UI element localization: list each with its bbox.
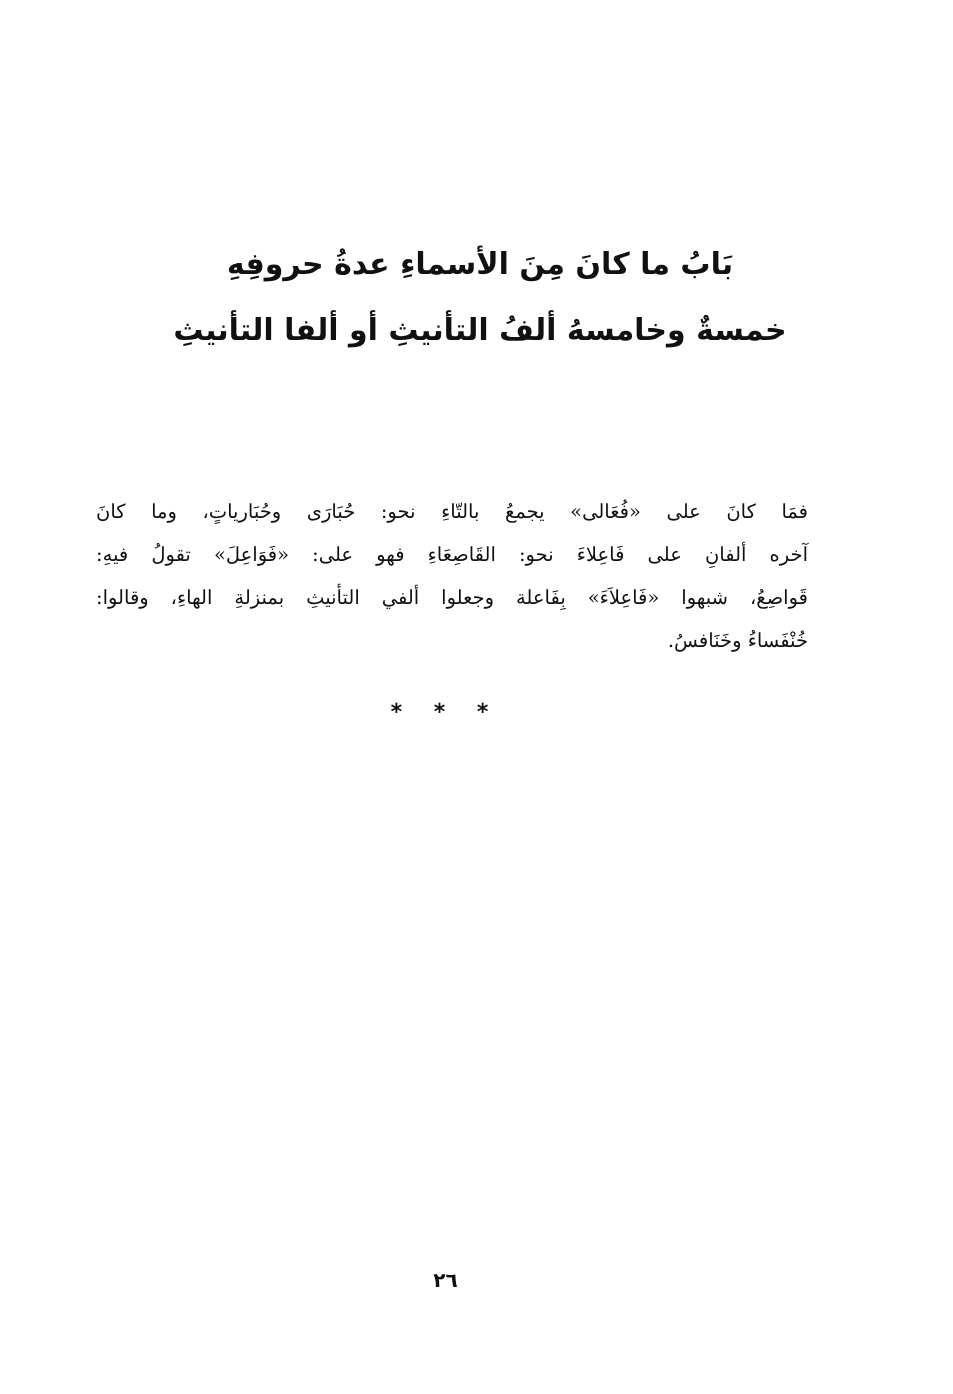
heading-line-1: بَابُ ما كانَ مِنَ الأسماءِ عدةُ حروفِهِ <box>226 247 734 282</box>
body-line-4: خُنْفَساءُ وخَنَافسُ. <box>667 629 808 652</box>
heading-line-2: خمسةٌ وخامسهُ ألفُ التأنيثِ أو ألفا التأنيثِ <box>173 313 787 348</box>
body-line-3: قَواصِعُ، شبهوا «فَاعِلاَءَ» بِفَاعلة وجعلوا ألفي التأنيثِ بمنزلةِ الهاءِ، وقالوا: <box>96 586 808 609</box>
body-paragraph <box>96 490 808 662</box>
section-separator: * * * <box>390 700 501 725</box>
body-line-2: آخره ألفانِ على فَاعِلاءَ نحو: القَاصِعَاءِ فهو على: «فَوَاعِلَ» تقولُ فيهِ: <box>96 543 808 566</box>
chapter-heading <box>160 232 800 364</box>
page-number: ٢٦ <box>433 1268 458 1292</box>
body-line-1: فمَا كانَ على «فُعَالى» يجمعُ بالتّاءِ نحو: حُبَارَى وحُبَارياتٍ، وما كانَ <box>96 500 808 523</box>
